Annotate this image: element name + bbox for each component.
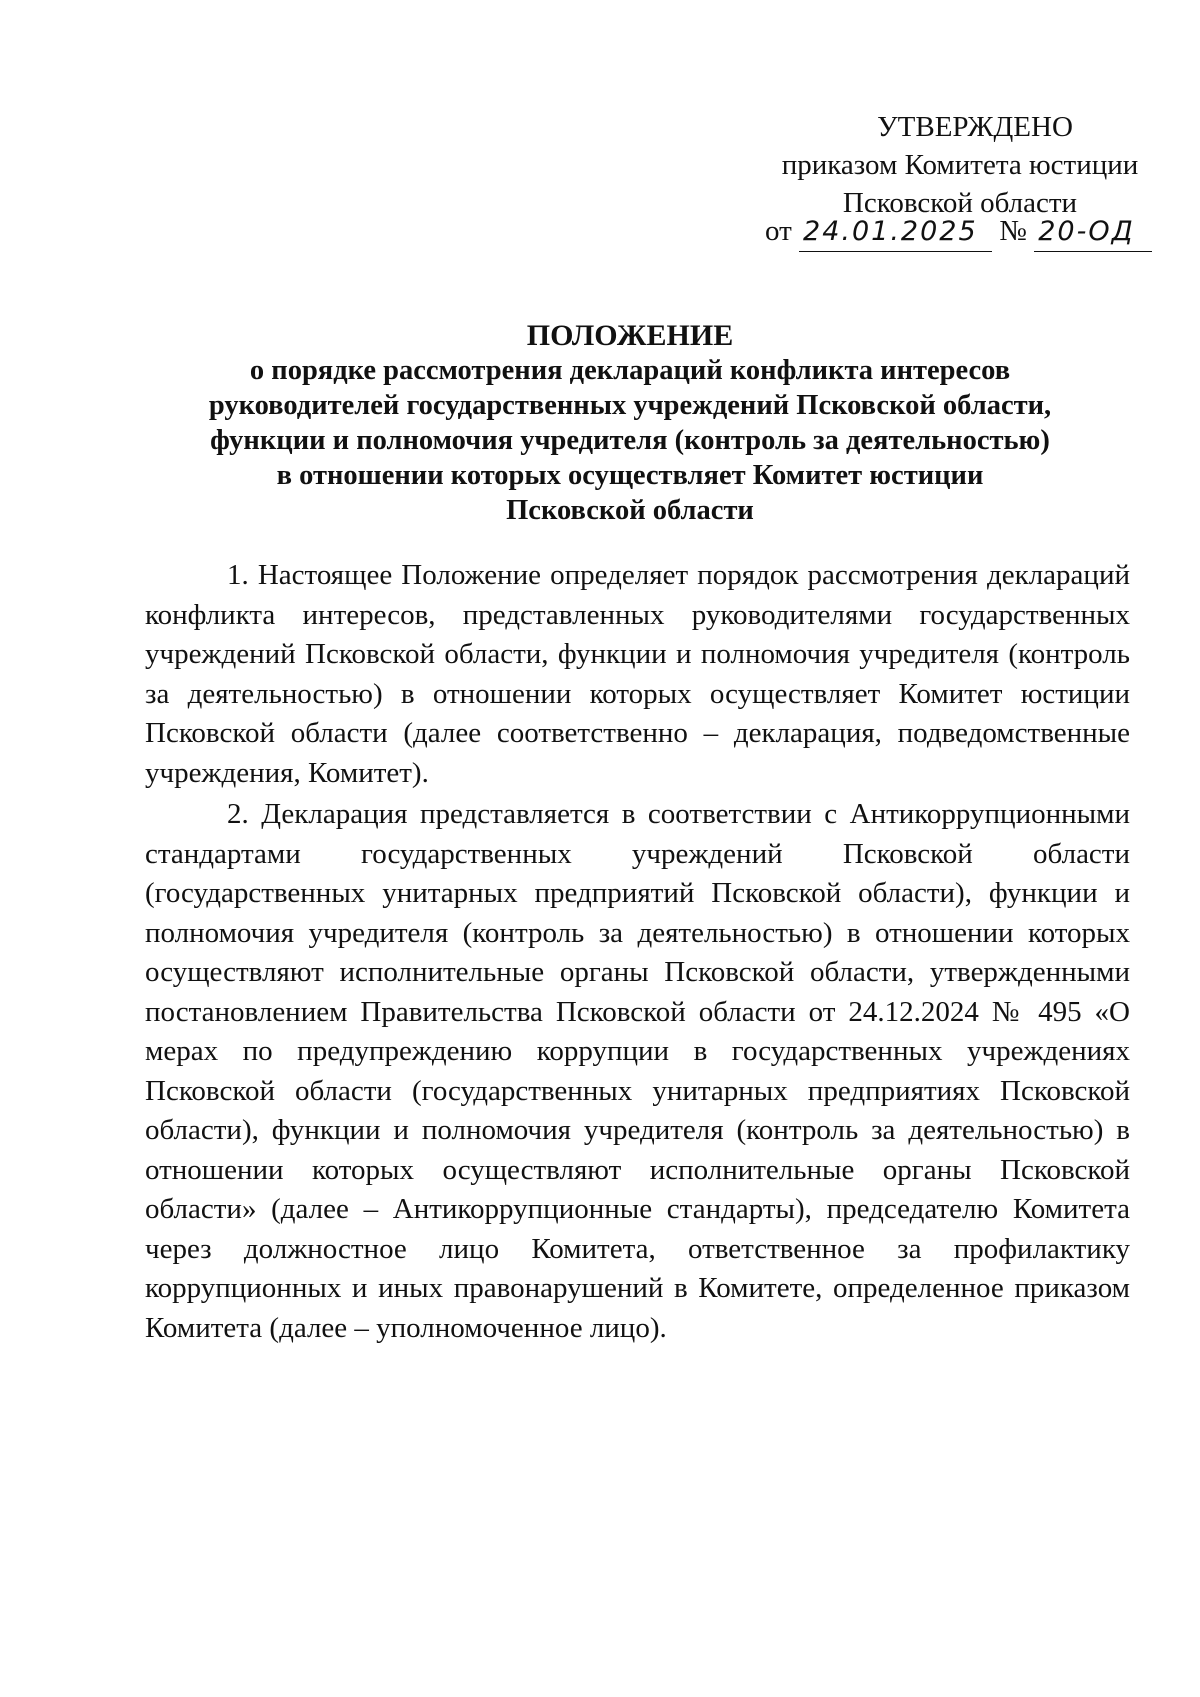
paragraph-2: 2. Декларация представляется в соответствии с Антикоррупционными стандартами государственных учреждений Псковской области (государственных унитарных предприятий Псковской области), функции и полномочия учредителя (контроль за деятельностью) в отношении которых осуществляют исполнительные органы Псковской области, утвержденными постановлением Правительства Псковской области от 24.12.2024 № 495 «О мерах по предупреждению коррупции в государственных учреждениях Псковской области (государственных унитарных предприятиях Псковской области), функции и полномочия учредителя (контроль за деятельностью) в отношении которых осуществляют исполнительные органы Псковской области» (далее – Антикоррупционные стандарты), председателю Комитета через должностное лицо Комитета, ответственное за профилактику коррупционных и иных правонарушений в Комитете, определенное приказом Комитета (далее – уполномоченное лицо). (145, 798, 1130, 1344)
document-title-block (130, 318, 1130, 528)
subtitle-line: в отношении которых осуществляет Комитет юстиции (276, 460, 984, 491)
paragraph-1: 1. Настоящее Положение определяет порядок рассмотрения деклараций конфликта интересов, представленных руководителями государственных учреждений Псковской области, функции и полномочия учредителя (контроль за деятельностью) в отношении которых осуществляет Комитет юстиции Псковской области (далее соответственно – декларация, подведомственные учреждения, Комитет). (145, 559, 1130, 789)
handwritten-number: 20-ОД (1034, 213, 1152, 252)
subtitle-line: о порядке рассмотрения деклараций конфликта интересов (249, 355, 1011, 386)
approval-line-1: приказом Комитета юстиции (781, 149, 1139, 181)
approved-label: УТВЕРЖДЕНО (877, 111, 1073, 143)
subtitle-line: функции и полномочия учредителя (контроль за деятельностью) (210, 425, 1050, 456)
approval-stamp (740, 108, 1180, 222)
approval-date-line (765, 212, 1152, 252)
date-prefix: от (765, 215, 792, 247)
subtitle-line: руководителей государственных учреждений Псковской области, (208, 390, 1052, 421)
document-body (145, 556, 1130, 1348)
handwritten-date: 24.01.2025 (799, 213, 992, 252)
number-prefix: № (999, 215, 1027, 247)
document-title: ПОЛОЖЕНИЕ (526, 319, 734, 352)
approval-line-2: Псковской области (842, 187, 1078, 219)
subtitle-line: Псковской области (506, 495, 754, 526)
